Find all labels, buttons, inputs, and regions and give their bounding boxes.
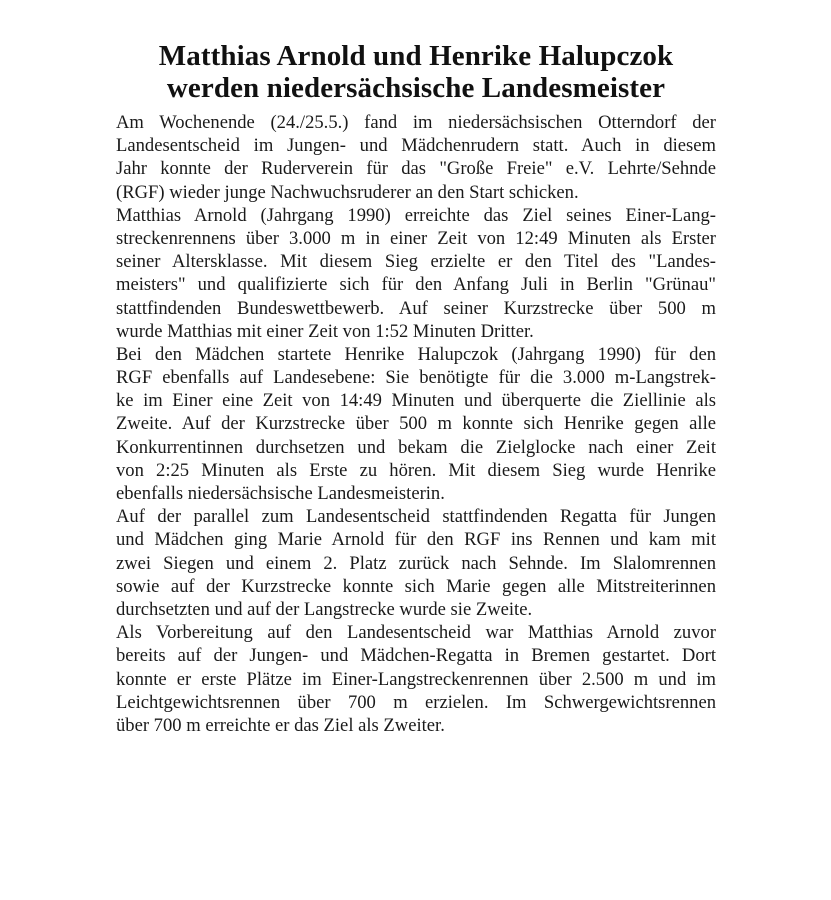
text-line: Matthias Arnold (Jahrgang 1990) erreichte das Ziel seines Einer-Lang- bbox=[116, 204, 716, 226]
text-line: Landesentscheid im Jungen- und Mädchenrudern statt. Auch in diesem bbox=[116, 135, 716, 157]
paragraph bbox=[116, 621, 716, 737]
text-line: bereits auf der Jungen- und Mädchen-Regatta in Bremen gestartet. Dort bbox=[116, 645, 716, 667]
text-line: Konkurrentinnen durchsetzen und bekam die Zielglocke nach einer Zeit bbox=[116, 436, 716, 458]
text-line: durchsetzten und auf der Langstrecke wurde sie Zweite. bbox=[116, 598, 533, 620]
text-line: von 2:25 Minuten als Erste zu hören. Mit diesem Sieg wurde Henrike bbox=[116, 459, 716, 481]
text-line: und Mädchen ging Marie Arnold für den RGF ins Rennen und kam mit bbox=[116, 529, 716, 551]
paragraph bbox=[116, 204, 716, 343]
article-headline bbox=[116, 40, 716, 104]
text-line: Zweite. Auf der Kurzstrecke über 500 m konnte sich Henrike gegen alle bbox=[116, 413, 716, 435]
text-line: (RGF) wieder junge Nachwuchsruderer an den Start schicken. bbox=[116, 181, 579, 203]
text-line: stattfindenden Bundeswettbewerb. Auf seiner Kurzstrecke über 500 m bbox=[116, 297, 716, 319]
text-line: Leichtgewichtsrennen über 700 m erzielen. Im Schwergewichtsrennen bbox=[116, 691, 716, 713]
article-body bbox=[116, 111, 716, 737]
text-line: ebenfalls niedersächsische Landesmeisterin. bbox=[116, 483, 445, 504]
text-line: über 700 m erreichte er das Ziel als Zweiter. bbox=[116, 714, 445, 736]
text-line: streckenrennens über 3.000 m in einer Zeit von 12:49 Minuten als Erster bbox=[116, 227, 716, 249]
text-line: konnte er erste Plätze im Einer-Langstreckenrennen über 2.500 m und im bbox=[116, 668, 716, 690]
text-line: Am Wochenende (24./25.5.) fand im niedersächsischen Otterndorf der bbox=[116, 112, 716, 133]
paragraph bbox=[116, 111, 716, 204]
text-line: Jahr konnte der Ruderverein für das "Große Freie" e.V. Lehrte/Sehnde bbox=[116, 158, 716, 180]
text-line: Bei den Mädchen startete Henrike Halupczok (Jahrgang 1990) für den bbox=[116, 343, 716, 365]
paragraph bbox=[116, 505, 716, 621]
text-line: seiner Altersklasse. Mit diesem Sieg erzielte er den Titel des "Landes- bbox=[116, 251, 716, 273]
text-line: sowie auf der Kurzstrecke konnte sich Marie gegen alle Mitstreiterinnen bbox=[116, 575, 716, 597]
headline-line: Matthias Arnold und Henrike Halupczok bbox=[158, 40, 674, 72]
text-line: ke im Einer eine Zeit von 14:49 Minuten und überquerte die Ziellinie als bbox=[116, 390, 716, 412]
text-line: RGF ebenfalls auf Landesebene: Sie benötigte für die 3.000 m-Langstrek- bbox=[116, 367, 716, 389]
newspaper-article bbox=[116, 40, 716, 737]
headline-line: werden niedersächsische Landesmeister bbox=[166, 72, 666, 104]
paragraph bbox=[116, 343, 716, 505]
text-line: wurde Matthias mit einer Zeit von 1:52 Minuten Dritter. bbox=[116, 320, 534, 342]
text-line: Auf der parallel zum Landesentscheid stattfindenden Regatta für Jungen bbox=[116, 506, 716, 528]
text-line: zwei Siegen und einem 2. Platz zurück nach Sehnde. Im Slalomrennen bbox=[116, 552, 716, 574]
text-line: meisters" und qualifizierte sich für den Anfang Juli in Berlin "Grünau" bbox=[116, 274, 716, 296]
text-line: Als Vorbereitung auf den Landesentscheid war Matthias Arnold zuvor bbox=[116, 622, 716, 644]
